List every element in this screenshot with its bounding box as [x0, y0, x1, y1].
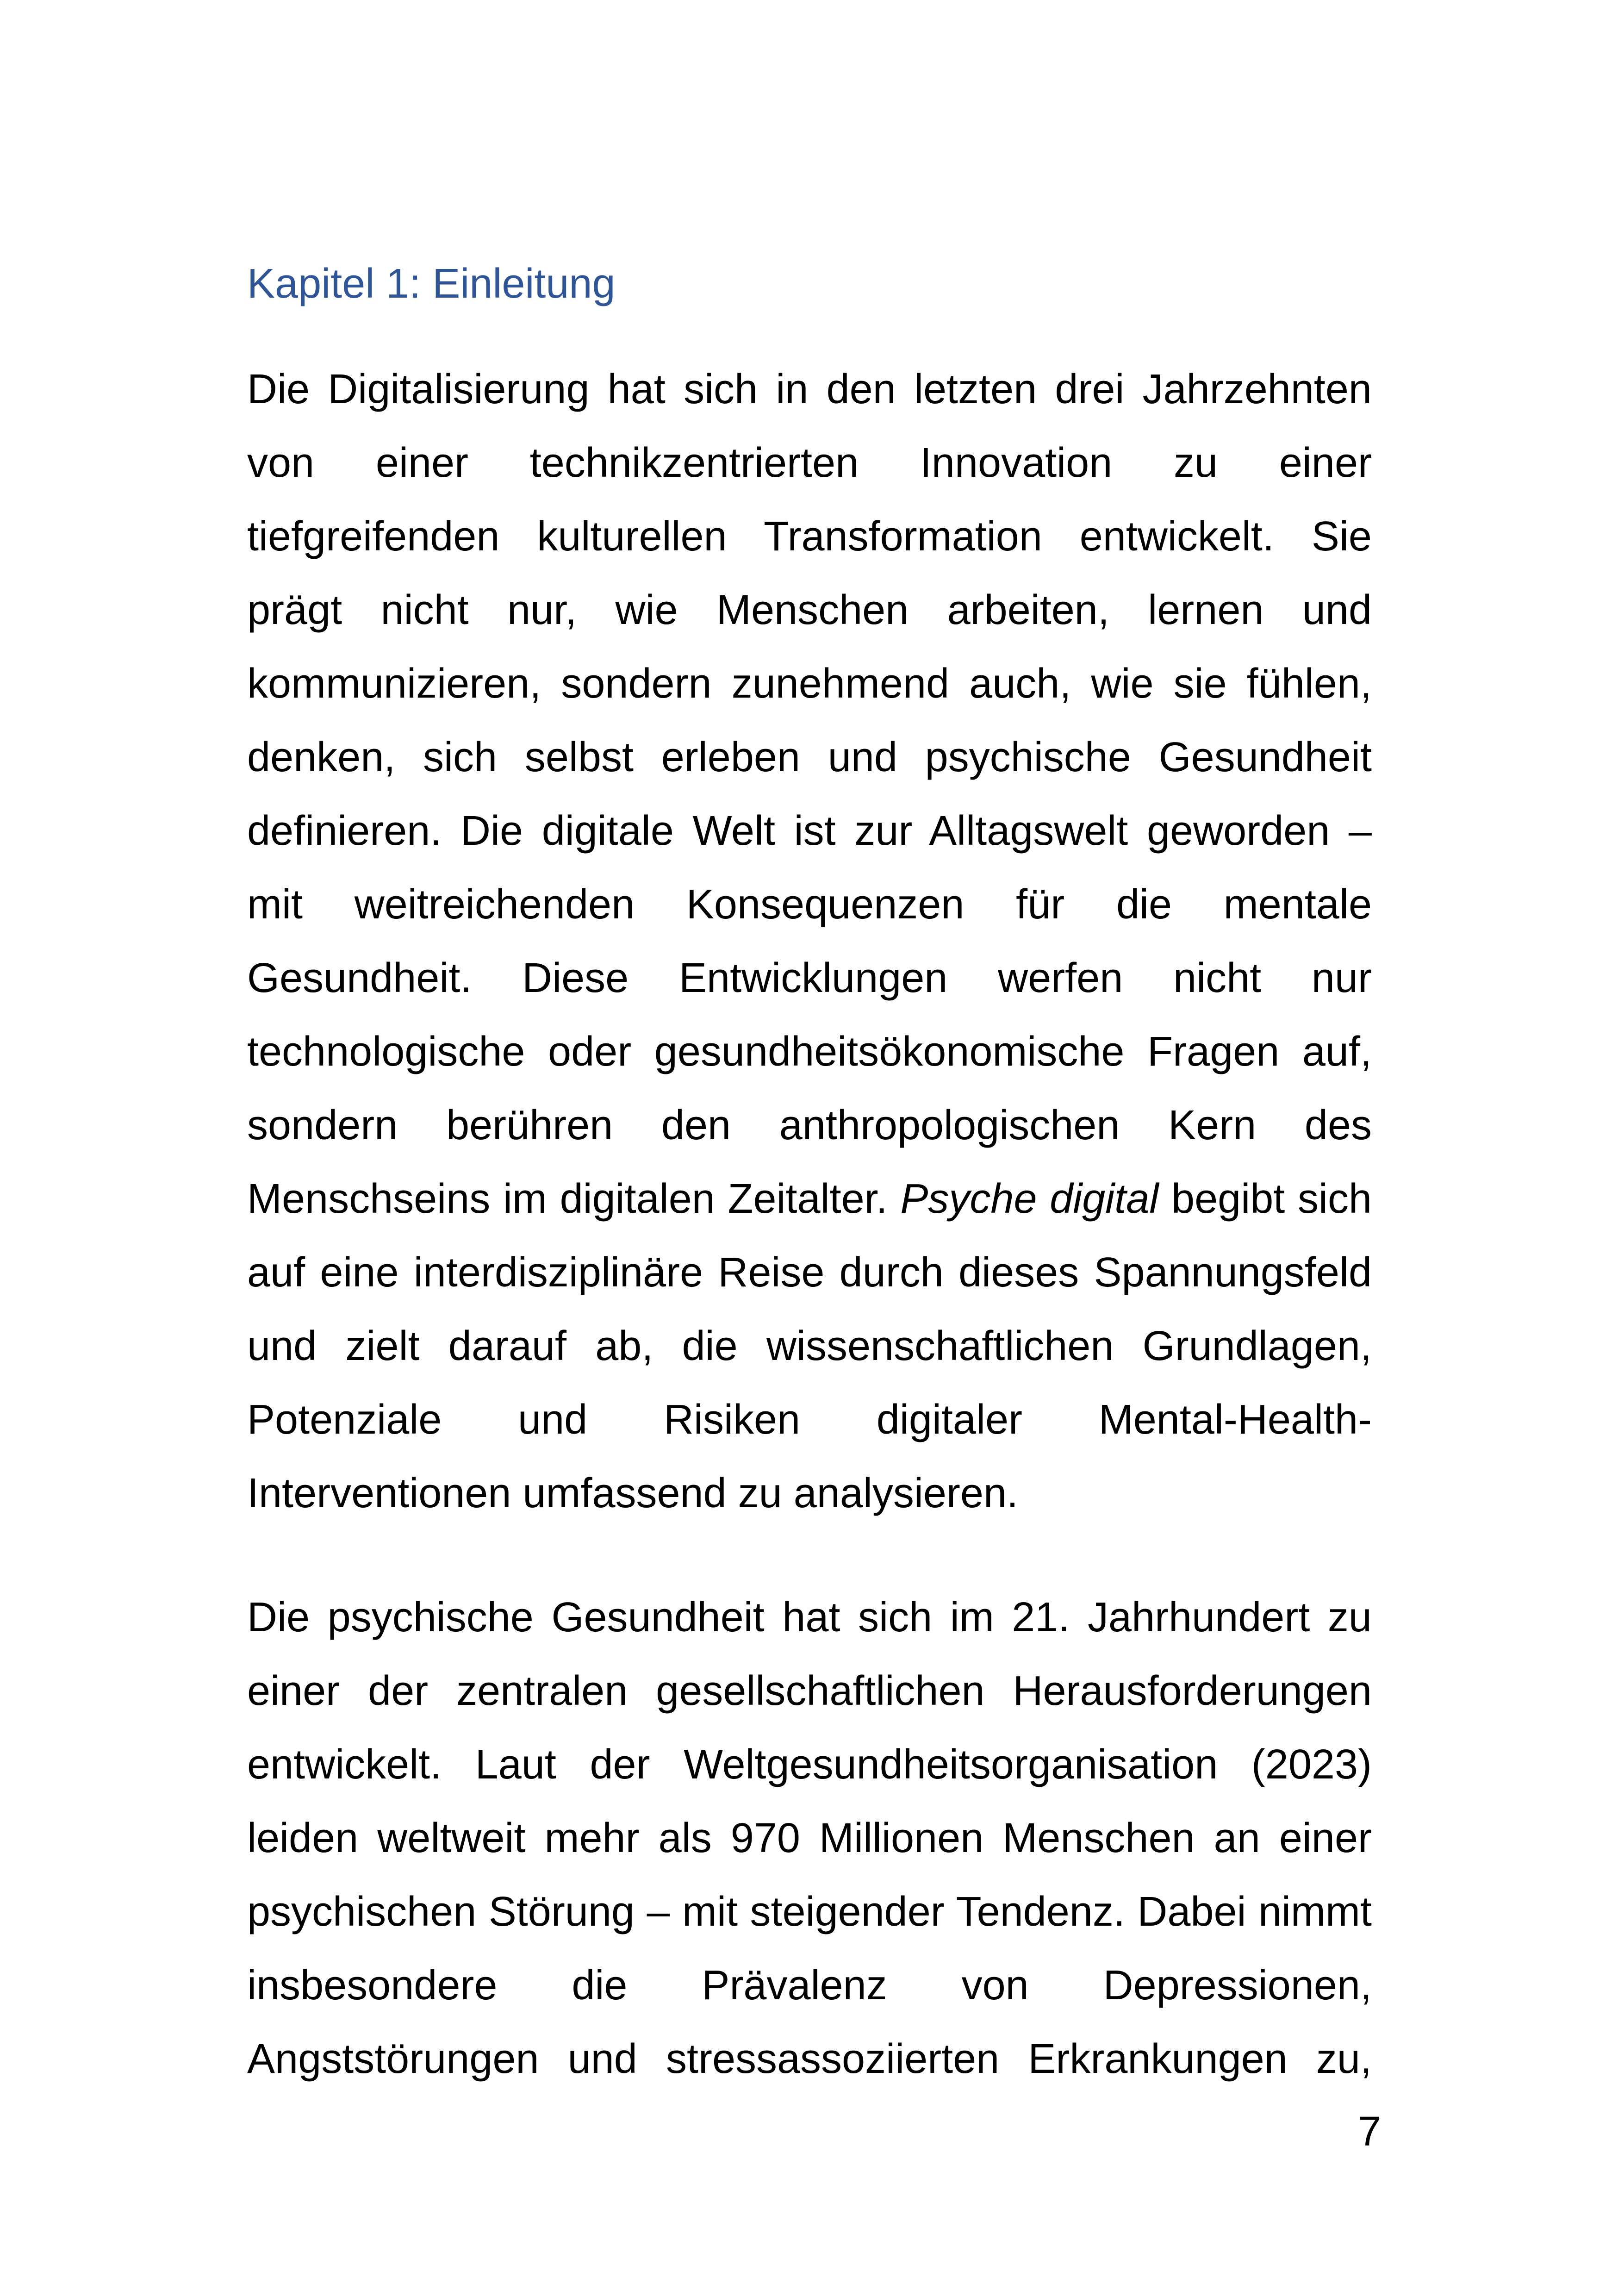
text-line: kommunizieren, sondern zunehmend auch, wie sie fühlen,	[247, 661, 1372, 707]
text-line: auf eine interdisziplinäre Reise durch dieses Spannungsfeld	[247, 1249, 1372, 1296]
paragraph-2	[247, 1581, 1372, 2096]
text-line: prägt nicht nur, wie Menschen arbeiten, lernen und	[247, 587, 1372, 633]
chapter-heading: Kapitel 1: Einleitung	[247, 261, 616, 307]
text-line: Gesundheit. Diese Entwicklungen werfen nicht nur	[247, 955, 1372, 1001]
text-line: leiden weltweit mehr als 970 Millionen Menschen an einer	[247, 1815, 1372, 1861]
text-line: definieren. Die digitale Welt ist zur Alltagswelt geworden –	[247, 808, 1372, 854]
text-line: entwickelt. Laut der Weltgesundheitsorganisation (2023)	[247, 1741, 1372, 1788]
text-line: von einer technikzentrierten Innovation zu einer	[247, 440, 1372, 486]
text-line: tiefgreifenden kulturellen Transformation entwickelt. Sie	[247, 513, 1372, 560]
book-title-italic: Psyche digital	[900, 1176, 1159, 1222]
text-line: Potenziale und Risiken digitaler Mental-Health-	[247, 1397, 1372, 1443]
text-line: Die psychische Gesundheit hat sich im 21. Jahrhundert zu	[247, 1594, 1372, 1641]
text-segment: begibt sich	[1158, 1176, 1372, 1222]
text-line: und zielt darauf ab, die wissenschaftlichen Grundlagen,	[247, 1323, 1372, 1369]
text-line: Die Digitalisierung hat sich in den letzten drei Jahrzehnten	[247, 366, 1372, 412]
text-line: Angststörungen und stressassoziierten Erkrankungen zu,	[247, 2036, 1372, 2082]
text-line: einer der zentralen gesellschaftlichen Herausforderungen	[247, 1668, 1372, 1714]
text-line: sondern berühren den anthropologischen Kern des	[247, 1102, 1372, 1148]
text-line-last: Interventionen umfassend zu analysieren.	[247, 1470, 1019, 1516]
text-line: technologische oder gesundheitsökonomische Fragen auf,	[247, 1029, 1372, 1075]
text-line: psychischen Störung – mit steigender Tendenz. Dabei nimmt	[247, 1889, 1372, 1935]
text-line: insbesondere die Prävalenz von Depressionen,	[247, 1962, 1372, 2009]
text-line: mit weitreichenden Konsequenzen für die mentale	[247, 881, 1372, 928]
text-line: denken, sich selbst erleben und psychische Gesundheit	[247, 734, 1372, 780]
page-number: 7	[1357, 2109, 1381, 2155]
text-segment: Menschseins im digitalen Zeitalter.	[247, 1176, 901, 1222]
text-line-with-title	[247, 1162, 1372, 1236]
paragraph-1	[247, 353, 1372, 1530]
